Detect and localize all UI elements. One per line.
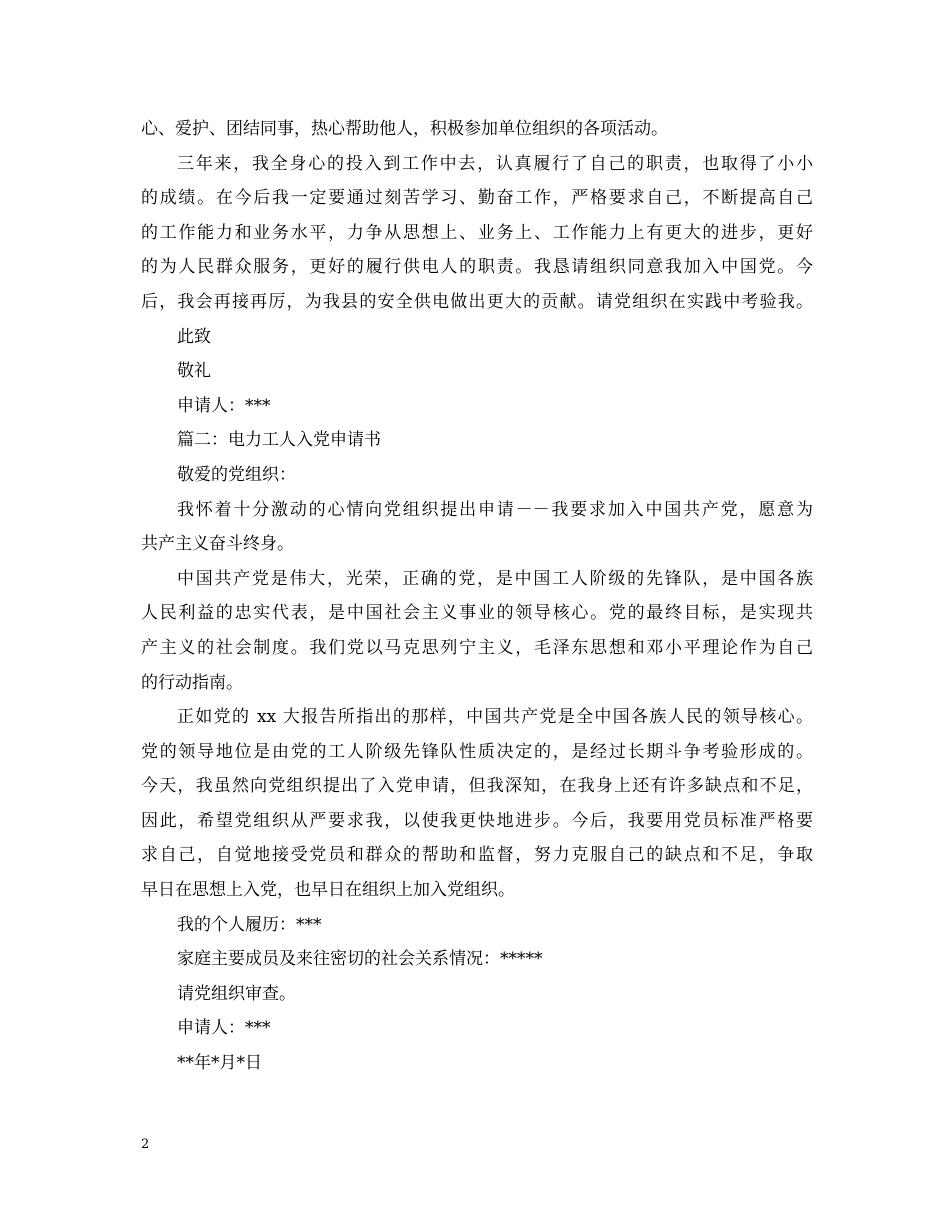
text-line: 求自己，自觉地接受党员和群众的帮助和监督，努力克服自己的缺点和不足，争取 xyxy=(141,845,813,866)
text-line: 敬礼 xyxy=(177,361,211,382)
text-line: 申请人：*** xyxy=(177,395,271,416)
text-line: 的工作能力和业务水平，力争从思想上、业务上、工作能力上有更大的进步，更好 xyxy=(141,222,813,243)
text-line: 因此，希望党组织从严要求我，以使我更快地进步。今后，我要用党员标准严格要 xyxy=(141,810,813,831)
text-line: 我的个人履历：*** xyxy=(177,914,322,935)
text-line: 的成绩。在今后我一定要通过刻苦学习、勤奋工作，严格要求自己，不断提高自己 xyxy=(141,188,813,209)
text-line: 的行动指南。 xyxy=(141,672,243,693)
text-line: 共产主义奋斗终身。 xyxy=(141,534,294,555)
text-line: 申请人：*** xyxy=(177,1018,271,1039)
text-line: **年*月*日 xyxy=(177,1053,262,1074)
text-line: 早日在思想上入党，也早日在组织上加入党组织。 xyxy=(141,880,515,901)
text-line: 产主义的社会制度。我们党以马克思列宁主义，毛泽东思想和邓小平理论作为自己 xyxy=(141,637,813,658)
text-line: 家庭主要成员及来往密切的社会关系情况：***** xyxy=(177,949,543,970)
text-line: 请党组织审查。 xyxy=(177,983,296,1004)
text-line: 我怀着十分激动的心情向党组织提出申请－－我要求加入中国共产党，愿意为 xyxy=(177,499,813,520)
text-line: 此致 xyxy=(177,326,211,347)
text-line: 中国共产党是伟大，光荣，正确的党，是中国工人阶级的先锋队，是中国各族 xyxy=(177,568,813,589)
text-line: 今天，我虽然向党组织提出了入党申请，但我深知，在我身上还有许多缺点和不足， xyxy=(141,776,813,797)
text-line: 心、爱护、团结同事，热心帮助他人，积极参加单位组织的各项活动。 xyxy=(141,119,668,139)
text-line: 敬爱的党组织： xyxy=(177,464,296,485)
text-line: 党的领导地位是由党的工人阶级先锋队性质决定的，是经过长期斗争考验形成的。 xyxy=(141,741,813,762)
text-line: 三年来，我全身心的投入到工作中去，认真履行了自己的职责，也取得了小小 xyxy=(177,153,813,174)
text-line: 的为人民群众服务，更好的履行供电人的职责。我恳请组织同意我加入中国党。今 xyxy=(141,257,813,278)
text-line: 正如党的 xx 大报告所指出的那样，中国共产党是全中国各族人民的领导核心。 xyxy=(177,707,813,728)
text-line: 人民利益的忠实代表，是中国社会主义事业的领导核心。党的最终目标，是实现共 xyxy=(141,603,813,624)
text-line: 篇二：电力工人入党申请书 xyxy=(177,430,381,451)
page-number: 2 xyxy=(141,1137,150,1152)
document-body xyxy=(141,112,813,1081)
text-line: 后，我会再接再厉，为我县的安全供电做出更大的贡献。请党组织在实践中考验我。 xyxy=(141,291,813,312)
